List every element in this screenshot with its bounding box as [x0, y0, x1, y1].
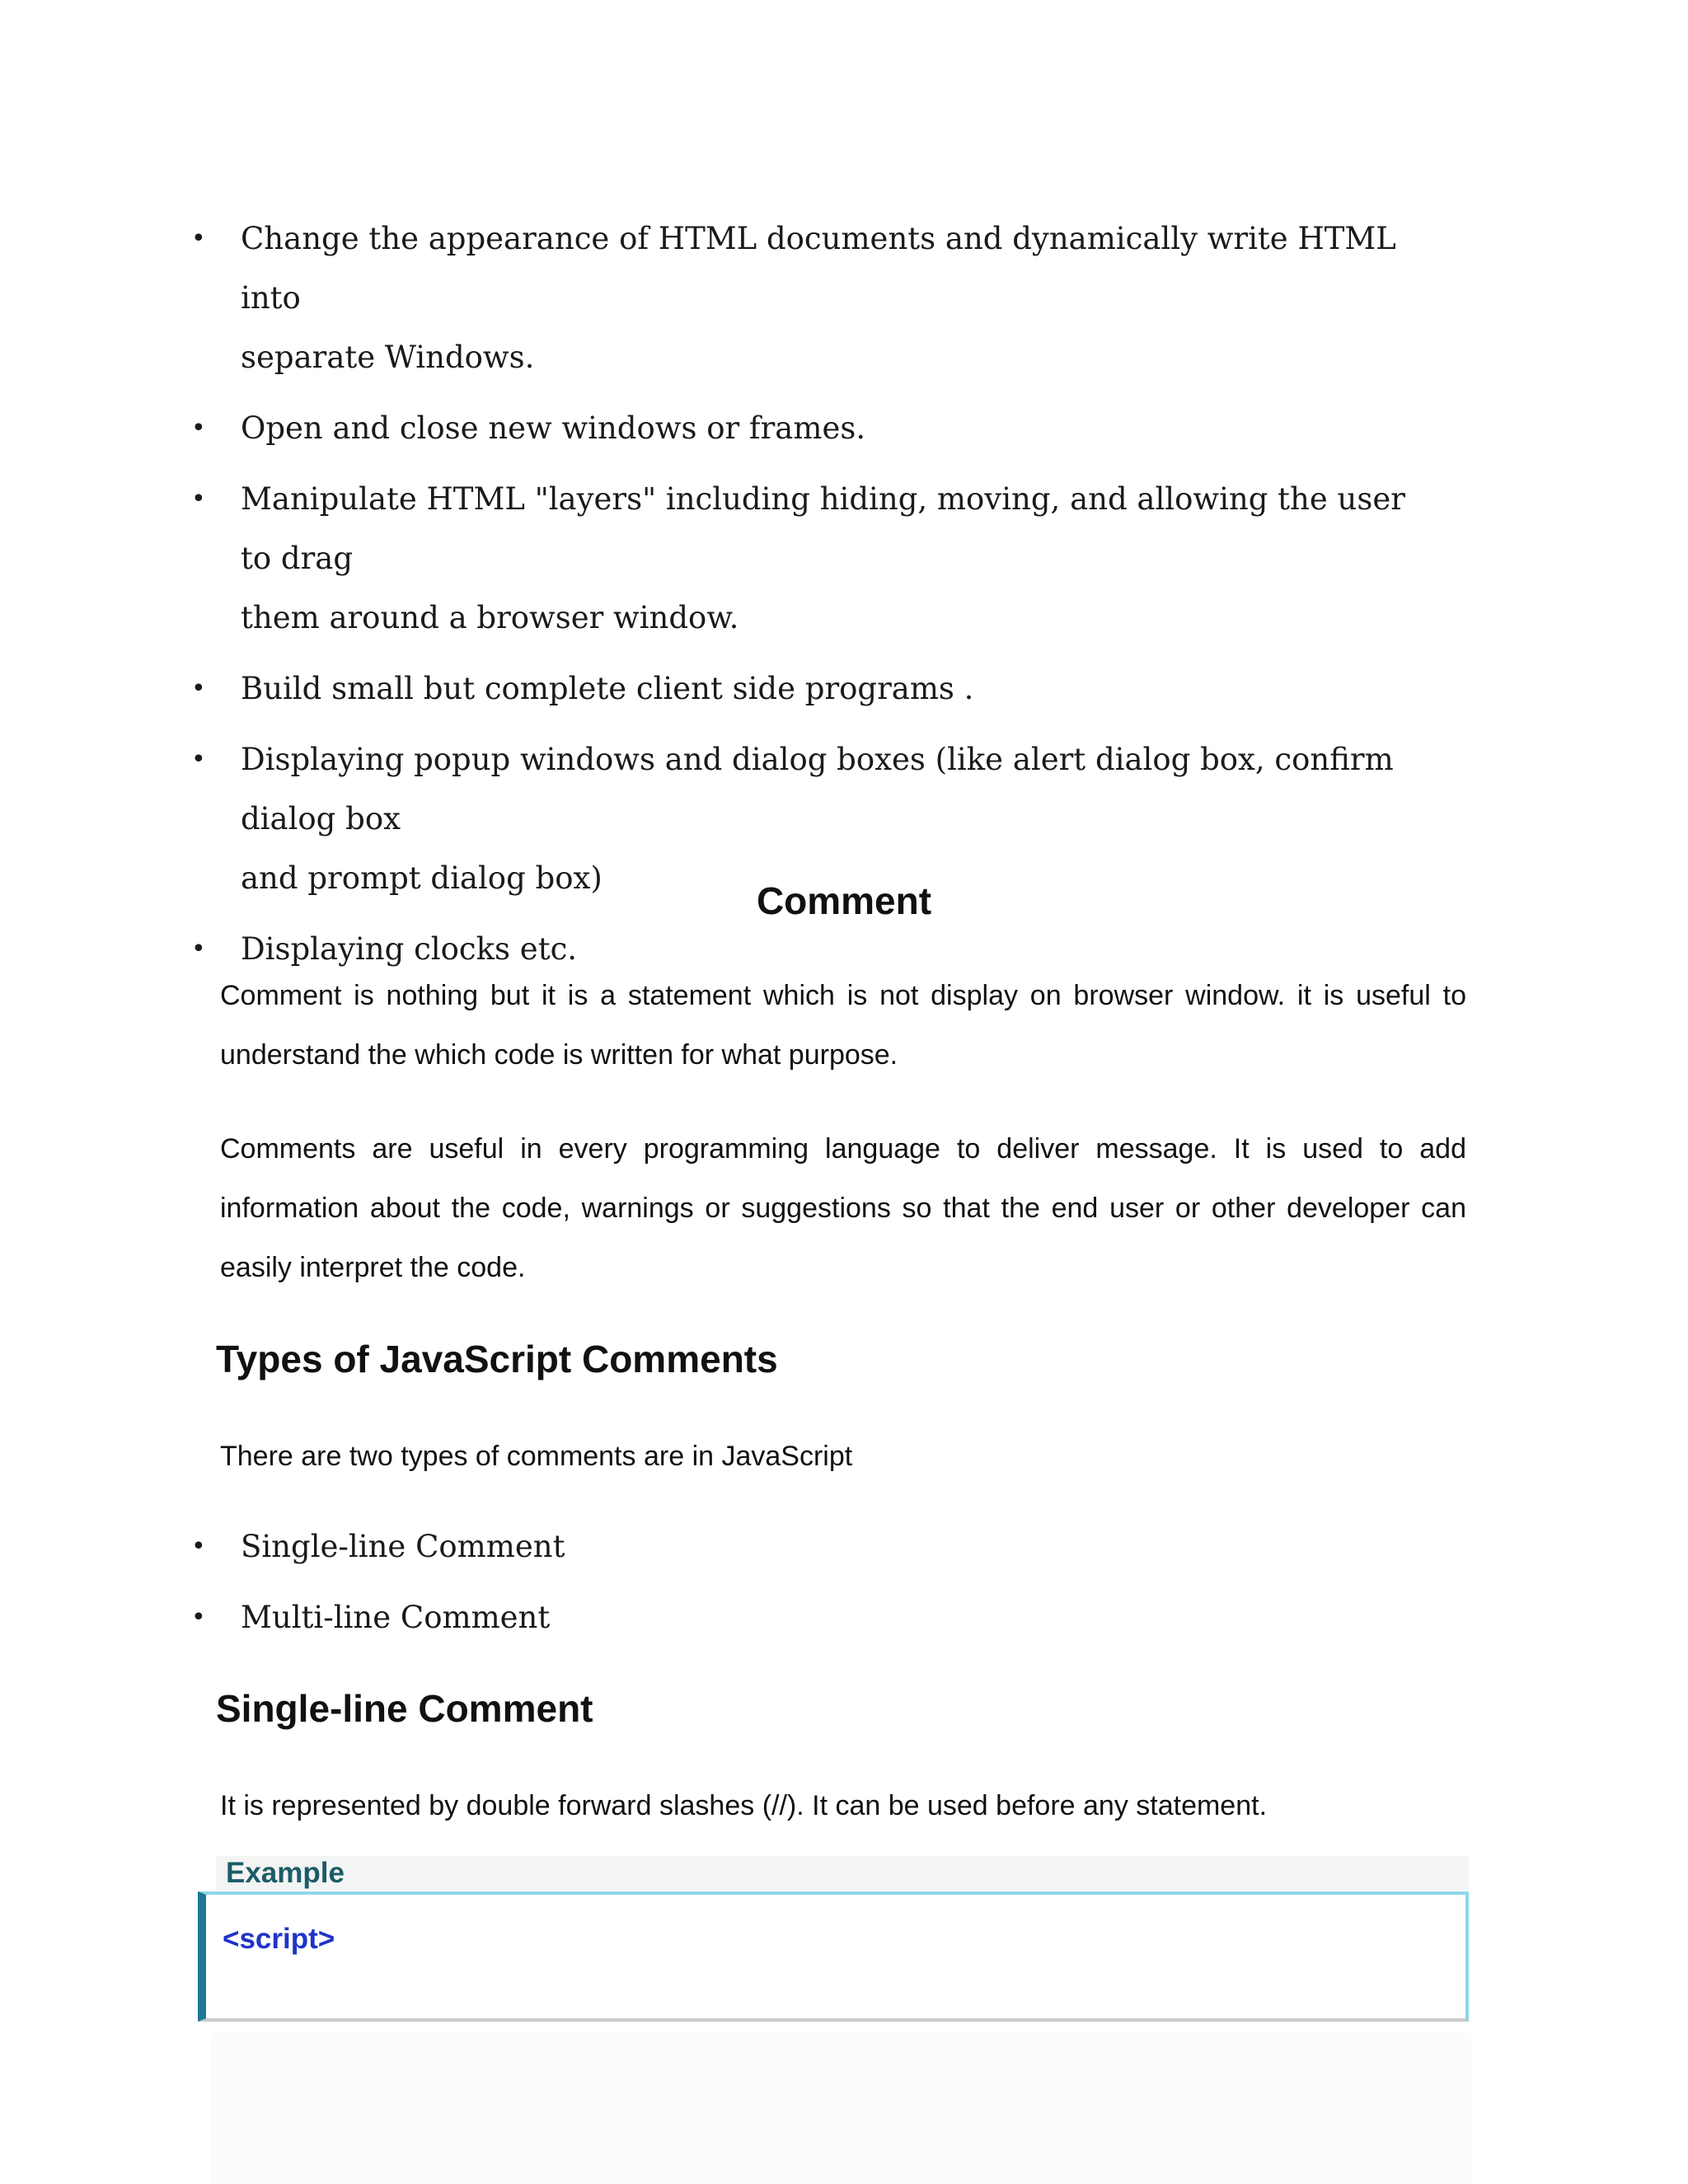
bullet-icon: •: [191, 745, 206, 774]
code-line: <script>: [223, 1923, 335, 1955]
comment-types-list: [0, 1517, 1688, 1659]
list-item: [0, 659, 1688, 719]
list-item-text-continued: and prompt dialog box): [241, 860, 603, 896]
code-example-box: [198, 1891, 1469, 2022]
bullet-icon: •: [191, 1532, 206, 1561]
list-item-text: Build small but complete client side programs .: [241, 671, 974, 706]
code-area-continuation: [210, 2032, 1471, 2184]
example-label: Example: [226, 1857, 345, 1889]
types-heading: Types of JavaScript Comments: [216, 1338, 778, 1380]
list-item: [0, 209, 1688, 387]
list-item-text: Displaying clocks etc.: [241, 931, 578, 967]
comment-paragraph-2: Comments are useful in every programming language to deliver message. It is used to add information about the code, warnings or suggestions so that the end user or other developer can easily interpret the code.: [220, 1133, 1466, 1283]
comment-heading: Comment: [756, 879, 932, 922]
list-item: [0, 399, 1688, 458]
list-item-text-continued: separate Windows.: [241, 340, 535, 375]
bullet-icon: •: [191, 414, 206, 443]
types-intro: There are two types of comments are in JavaScript: [220, 1441, 853, 1472]
list-item: [0, 1588, 1688, 1647]
list-item-text: Manipulate HTML "layers" including hiding, moving, and allowing the user to drag: [241, 481, 1405, 576]
single-line-heading: Single-line Comment: [216, 1687, 593, 1730]
bullet-icon: •: [191, 1603, 206, 1632]
bullet-icon: •: [191, 935, 206, 963]
list-item-text: Change the appearance of HTML documents and dynamically write HTML into: [241, 221, 1396, 316]
list-item-text: Displaying popup windows and dialog boxes (like alert dialog box, confirm dialog box: [241, 742, 1394, 837]
list-item-text: Open and close new windows or frames.: [241, 410, 866, 446]
list-item: [0, 470, 1688, 648]
example-header: [216, 1856, 1469, 1891]
bullet-icon: •: [191, 485, 206, 513]
features-list: [0, 209, 1688, 991]
bullet-icon: •: [191, 674, 206, 703]
bullet-icon: •: [191, 224, 206, 253]
list-item-text: Multi-line Comment: [241, 1600, 551, 1635]
single-line-paragraph: It is represented by double forward slashes (//). It can be used before any statement.: [220, 1790, 1268, 1821]
list-item: [0, 1517, 1688, 1577]
comment-paragraph-1: Comment is nothing but it is a statement which is not display on browser window. it is useful to understand the which code is written for what purpose.: [220, 980, 1466, 1071]
list-item-text-continued: them around a browser window.: [241, 600, 739, 635]
list-item-text: Single-line Comment: [241, 1529, 565, 1564]
